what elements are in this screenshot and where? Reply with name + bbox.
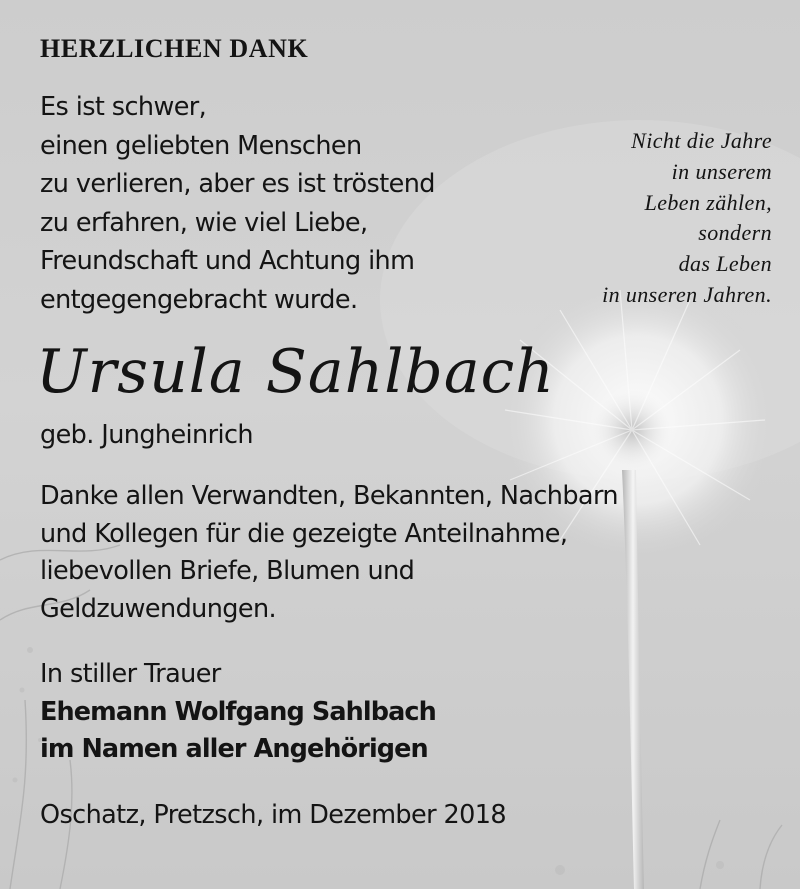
quote-line: in unseren Jahren. xyxy=(602,281,772,307)
poem-block xyxy=(40,88,435,319)
mourning-label: In stiller Trauer xyxy=(40,659,221,689)
maiden-name: geb. Jungheinrich xyxy=(40,420,253,450)
signer-line: Ehemann Wolfgang Sahlbach xyxy=(40,696,436,727)
deceased-name: Ursula Sahlbach xyxy=(36,337,555,407)
place-date: Oschatz, Pretzsch, im Dezember 2018 xyxy=(40,800,506,830)
poem-line: Freundschaft und Achtung ihm xyxy=(40,246,415,276)
quote-line: Leben zählen, xyxy=(644,189,772,215)
thanks-line: liebevollen Briefe, Blumen und xyxy=(40,556,415,587)
heading-title: HERZLICHEN DANK xyxy=(40,34,309,63)
poem-line: entgegengebracht wurde. xyxy=(40,284,358,315)
poem-line: Es ist schwer, xyxy=(40,92,207,122)
thanks-block xyxy=(40,478,618,629)
quote-line: in unserem xyxy=(671,158,772,184)
poem-line: zu verlieren, aber es ist tröstend xyxy=(40,169,435,199)
poem-line: einen geliebten Menschen xyxy=(40,130,362,161)
quote-block xyxy=(602,126,772,311)
poem-line: zu erfahren, wie viel Liebe, xyxy=(40,207,368,238)
thanks-line: Geldzuwendungen. xyxy=(40,594,277,625)
thanks-line: und Kollegen für die gezeigte Anteilnahme, xyxy=(40,518,568,549)
signature-block xyxy=(40,656,436,769)
signer-line: im Namen aller Angehörigen xyxy=(40,734,428,764)
quote-line: Nicht die Jahre xyxy=(631,128,772,153)
thanks-line: Danke allen Verwandten, Bekannten, Nachbarn xyxy=(40,481,618,511)
quote-line: sondern xyxy=(698,220,772,246)
quote-line: das Leben xyxy=(678,251,772,277)
